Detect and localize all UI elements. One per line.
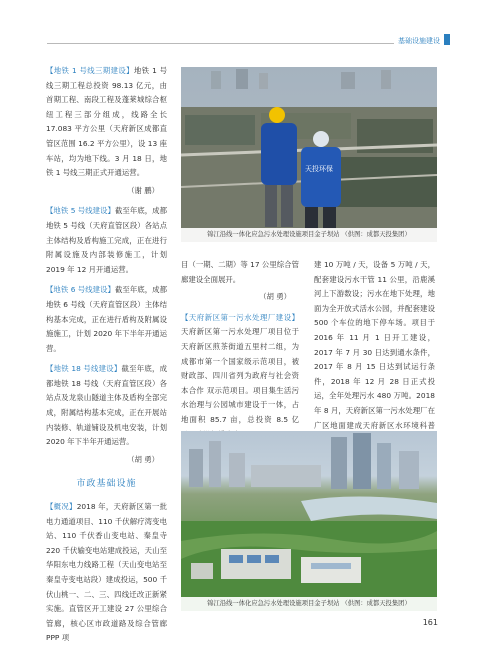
entry-body: 地铁 1 号线三期工程总投资 98.13 亿元，由首期工程、南段工程及蓬莱城综合枢纽工程三部分组成，线路全长 17.083 平方公里（天府新区成都直管区范围 16.2 平方公里），设 13 座车站，均为地下线。3 月 18 日，地铁 1 号线三期正式开通运营。 xyxy=(46,66,167,178)
entry-body: 截至年底，成都地铁 5 号线（天府直管区段）各站点主体结构及盾构施工完成，正在进行附属设施及内部装修施工，计划 2019 年 12 月开通运营。 xyxy=(46,206,167,274)
photo-wastewater-station xyxy=(181,67,437,242)
entry-body: 截至年底，成都地铁 18 号线（天府直管区段）各站点及龙泉山隧道主体及盾构全部完成，附属结构基本完成，正在开展站内装修、轨道铺设及机电安装，计划 2020 年下半年开通运营。 xyxy=(46,364,167,447)
photo-aerial-illustration xyxy=(181,431,437,611)
paragraph-metro-line18 xyxy=(46,362,167,450)
paragraph-wastewater-continued xyxy=(314,258,435,448)
page-number: 161 xyxy=(422,618,438,627)
text-column-middle xyxy=(181,258,299,442)
entry-heading: 【地铁 18 号线建设】 xyxy=(46,364,122,374)
section-title: 市政基础设施 xyxy=(76,479,137,490)
paragraph-metro-line5 xyxy=(46,204,167,277)
paragraph-continued xyxy=(181,258,299,287)
author-credit: （谢 鹏） xyxy=(127,185,159,195)
entry-heading: 【地铁 6 号线建设】 xyxy=(46,285,115,295)
entry-body: 目（一期、二期）等 17 公里综合管廊建设全面展开。 xyxy=(181,260,299,284)
running-header: 基础设施建设 xyxy=(394,36,440,46)
entry-heading: 【地铁 5 号线建设】 xyxy=(46,206,115,216)
vest-label: 天投环保 xyxy=(305,165,333,173)
photo-caption: 锦江沿线一体化应急污水处理设施项目金子坝站 （供图：成都天投集团） xyxy=(181,597,437,611)
entry-body: 天府新区第一污水处理厂项目位于天府新区煎茶街道五里村二组，为成都市第一个国家级示范项目，被财政部、四川省列为政府与社会资本合作 双示范项目。项目集生活污水治理与公园城市建设于一体，占地面积 85.7 亩，总投资 8.5 亿 xyxy=(181,327,299,424)
entry-body: 建 10 万吨 / 天，设备 5 万吨 / 天，配套建设污水干管 11 公里，沿鹿溪河上下游数设；污水在地下处理，地面为全开放式活水公园，并配套建设 500 个车位的地下停车场。项目于 2016 年 11 月 1 日开工建设，2017 年 7 月 30 日达到通水条件，2017 年 8 月 15 日达到试运行条件，2018 年 12 月 28 日正式投运，全年处理污水 480 万吨。2018 年 8 月，天府新区第一污水处理厂在广区地面建成天府新区水环境科普 xyxy=(314,260,435,430)
photo-wastewater-illustration xyxy=(181,67,437,242)
paragraph-metro-line6 xyxy=(46,283,167,356)
photo-caption: 锦江沿线一体化应急污水处理设施项目金子坝站 （供图：成都天投集团） xyxy=(181,228,437,242)
photo-aerial-plant xyxy=(181,431,437,611)
text-column-right xyxy=(314,258,435,448)
paragraph-metro-line1 xyxy=(46,64,167,181)
text-column-left xyxy=(46,64,167,646)
paragraph-wastewater-plant xyxy=(181,311,299,442)
entry-heading: 【地铁 1 号线三期建设】 xyxy=(46,66,134,75)
author-credit: （胡 勇） xyxy=(259,292,291,302)
header-accent-block xyxy=(444,34,450,45)
header-rule xyxy=(47,43,429,44)
paragraph-overview xyxy=(46,500,167,646)
author-credit: （胡 勇） xyxy=(127,454,159,464)
entry-heading: 【概况】 xyxy=(46,502,77,512)
entry-heading: 【天府新区第一污水处理厂建设】 xyxy=(181,312,299,322)
entry-body: 截至年底，成都地铁 6 号线（天府直管区段）主体结构基本完成，正在进行盾构及附属设施施工，计划 2020 年下半年开通运营。 xyxy=(46,285,167,353)
entry-body: 2018 年，天府新区第一批电力通道项目、110 千伏解疗湾变电站、110 千伏香山变电站、秦皇寺 220 千伏输变电站建成投运，天山至华阳东电力线路工程（天山变电站至秦皇寺变电站段）建成投运，500 千伏山桃一、二、三、四线迁改正新紧实施。直管区开工建设 27 公里综合管廊，核心区市政道路及综合管廊 PPP 项 xyxy=(46,502,167,643)
